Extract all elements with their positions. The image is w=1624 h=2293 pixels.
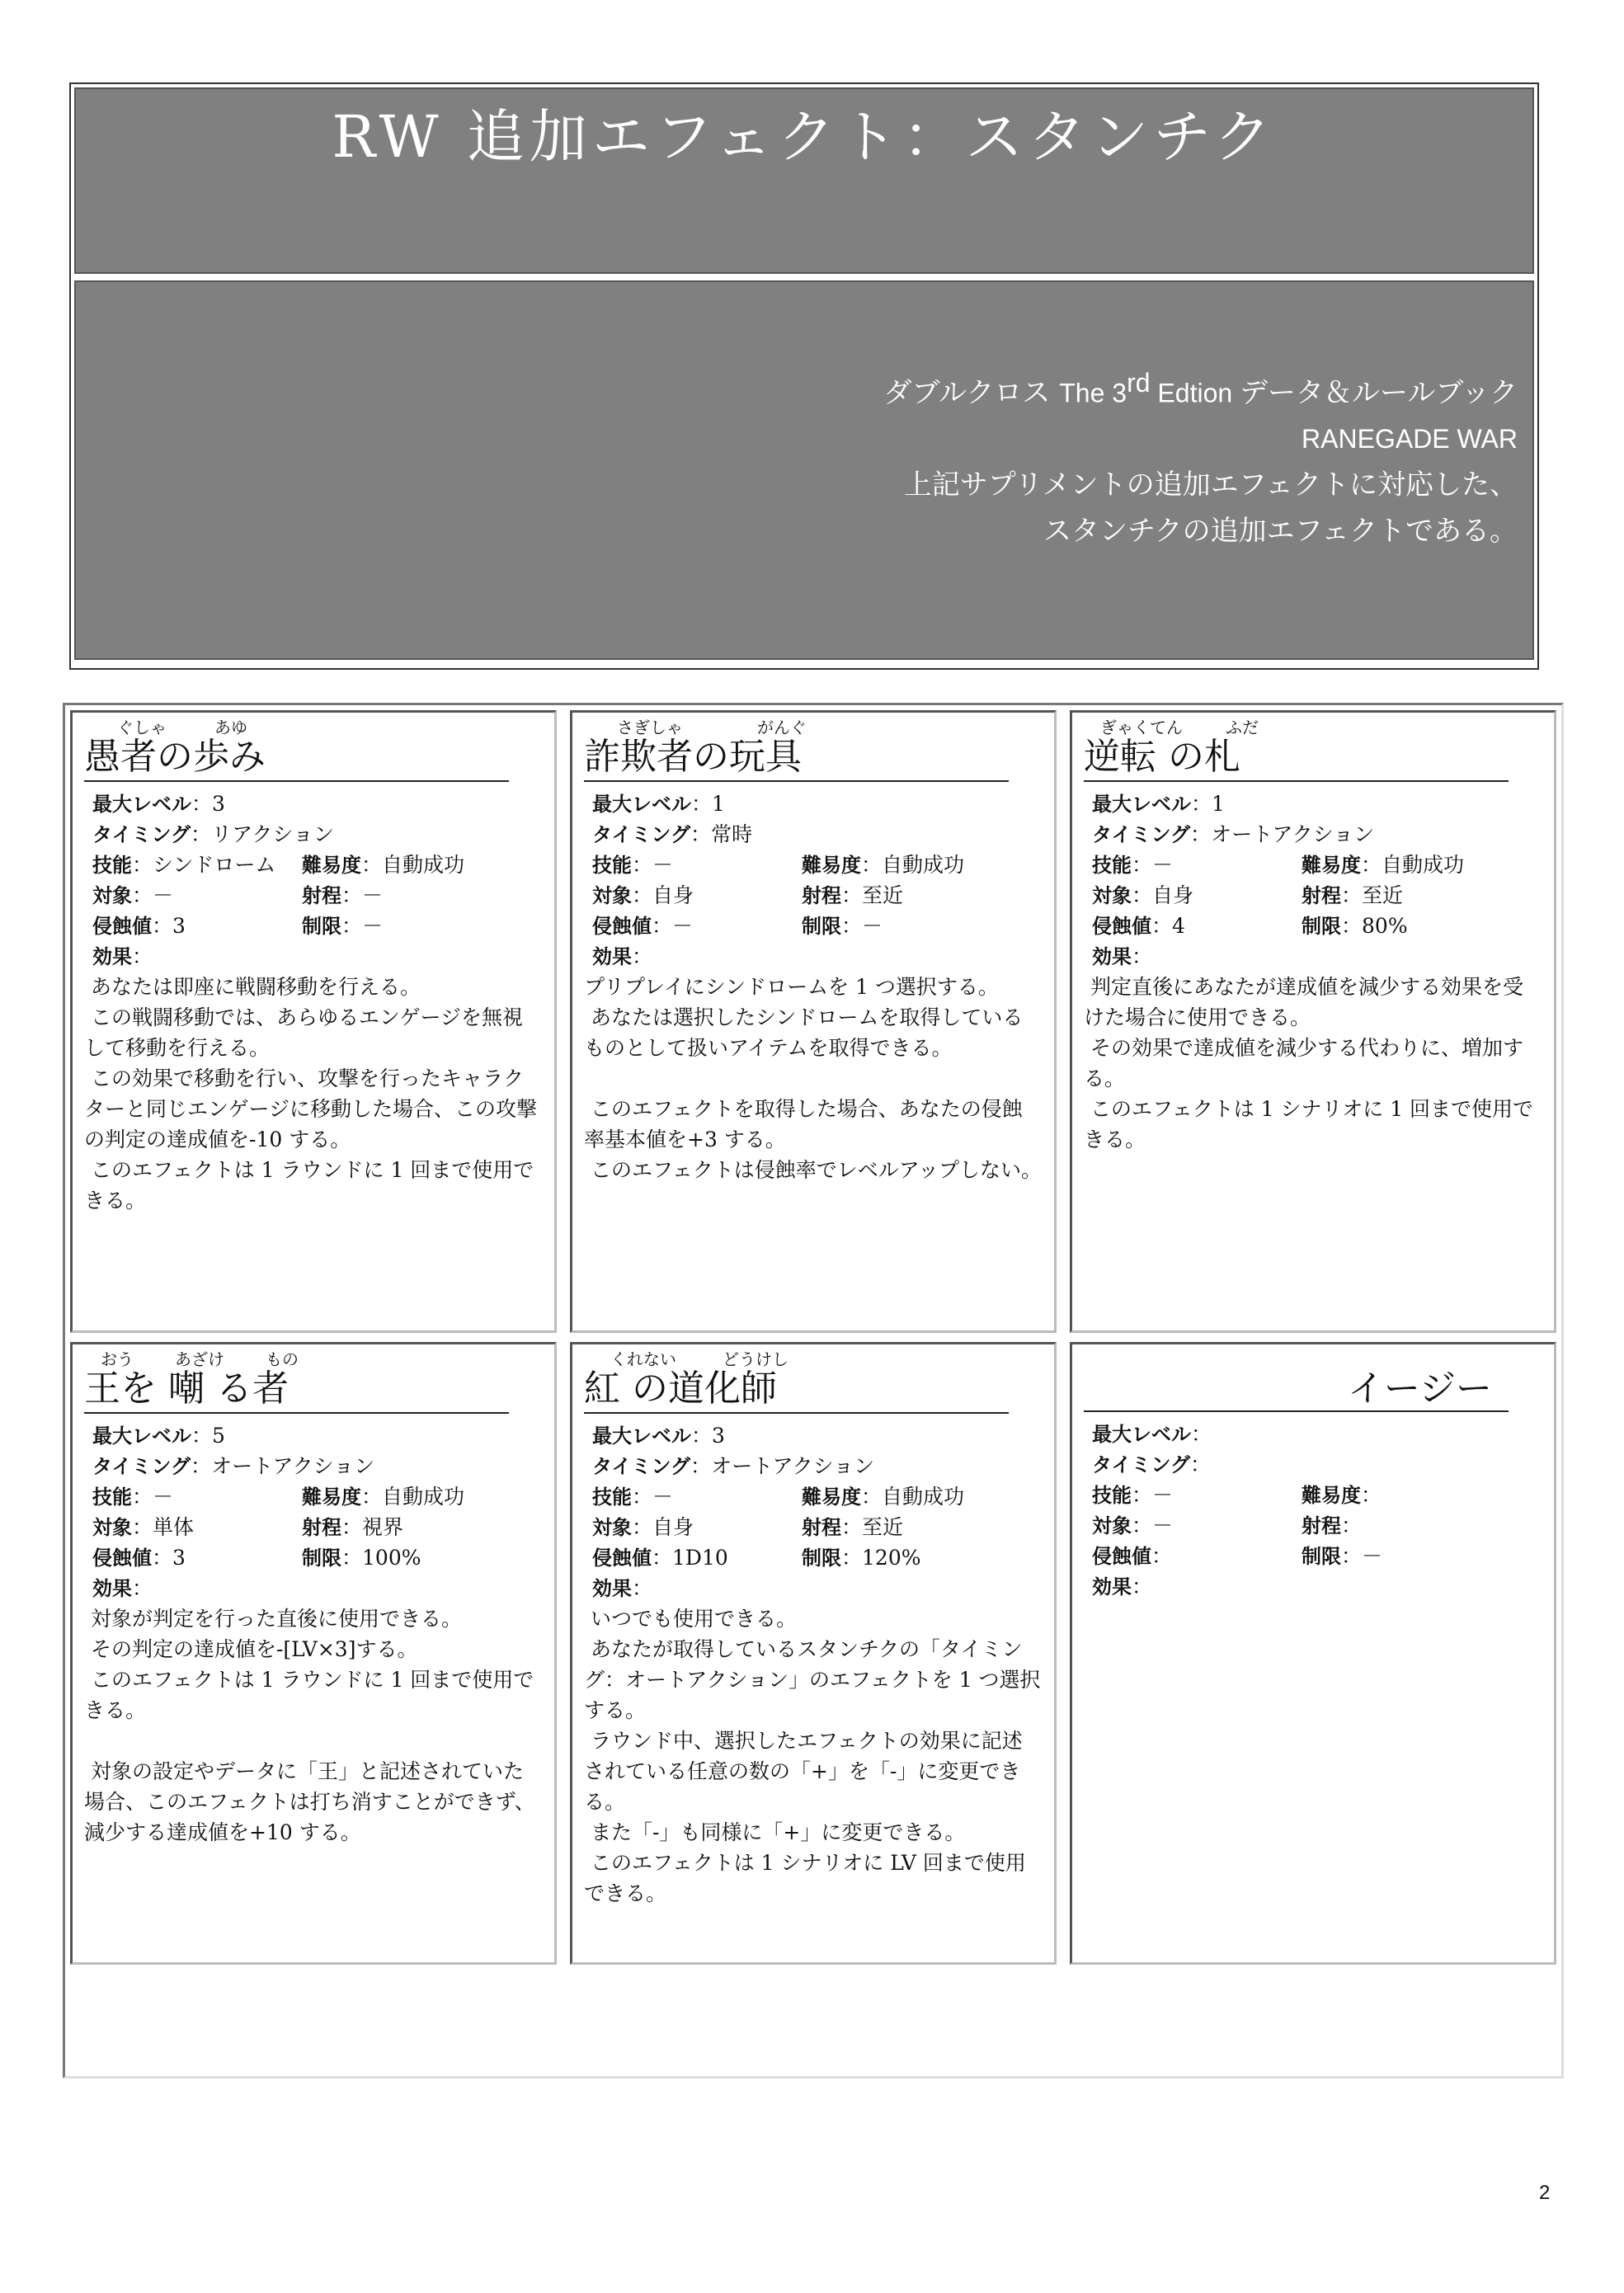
row-target: 対象：－ 射程：: [1092, 1514, 1363, 1537]
card-ruby: [584, 1346, 1043, 1368]
row-target: 対象：単体 射程：視界: [92, 1515, 404, 1539]
ruby-text: もの: [266, 1349, 299, 1369]
card-stats: [1084, 1419, 1542, 1602]
row-max-level: 最大レベル：1: [1092, 792, 1225, 816]
card-stats: [84, 1420, 543, 1603]
row-max-level: 最大レベル：3: [592, 1424, 725, 1448]
card-effect-text: いつでも使用できる。 あなたが取得しているスタンチクの「タイミング：オートアクション」のエフェクトを 1 つ選択する。 ラウンド中、選択したエフェクトの効果に記述されている任意の数の「+」を「-」に変更できる。 また「-」も同様に「+」に変更できる。 このエフェクトは 1 シナリオに LV 回まで使用できる。: [584, 1607, 1041, 1905]
header-box: [69, 82, 1539, 670]
row-skill: 技能：－ 難易度：自動成功: [592, 1485, 965, 1509]
row-effect-label: 効果：: [592, 944, 653, 968]
effect-card: [70, 710, 557, 1333]
card-effect-text: 対象が判定を行った直後に使用できる。 その判定の達成値を-[LV×3]する。 このエフェクトは 1 ラウンドに 1 回まで使用できる。 対象の設定やデータに「王」と記述されていた場合、このエフェクトは打ち消すことができず、減少する達成値を+10 する。: [84, 1607, 535, 1844]
row-target: 対象：自身 射程：至近: [592, 1515, 904, 1539]
row-skill: 技能：－ 難易度：自動成功: [1092, 853, 1465, 877]
row-effect-label: 効果：: [1092, 944, 1153, 968]
row-max-level: 最大レベル：5: [92, 1424, 225, 1448]
row-skill: 技能：－ 難易度：自動成功: [92, 1485, 465, 1509]
effect-card: [1070, 1342, 1556, 1965]
row-effect-label: 効果：: [1092, 1575, 1153, 1599]
intro-line-3: 上記サプリメントの追加エフェクトに対応した、: [903, 468, 1518, 502]
row-timing: タイミング：: [1092, 1453, 1212, 1476]
row-erosion: 侵蝕値：3 制限：100%: [92, 1546, 421, 1570]
card-stats: [84, 789, 543, 972]
row-effect-label: 効果：: [92, 944, 153, 968]
intro-text: [883, 360, 1518, 554]
title-panel: [74, 87, 1534, 274]
ruby-text: おう: [101, 1349, 134, 1369]
card-title: イージー: [1084, 1368, 1509, 1412]
card-title: 愚者の歩み: [84, 736, 509, 782]
card-ruby: [84, 1346, 543, 1368]
row-effect-label: 効果：: [92, 1576, 153, 1600]
card-stats: [584, 1420, 1043, 1603]
ruby-text: ぎゃくてん: [1100, 718, 1183, 737]
row-max-level: 最大レベル：3: [92, 792, 225, 816]
effect-card: [570, 1342, 1057, 1965]
card-ruby: [1084, 1346, 1542, 1368]
intro-line-1: ダブルクロス The 3rd Edtion データ＆ルールブック: [883, 368, 1518, 410]
row-timing: タイミング：リアクション: [92, 822, 334, 846]
card-ruby: [84, 714, 543, 736]
ruby-text: あゆ: [214, 718, 247, 737]
row-skill: 技能：シンドローム 難易度：自動成功: [92, 853, 465, 877]
card-title: 詐欺者の玩具: [584, 736, 1009, 782]
effect-card-grid: [63, 703, 1564, 2079]
ruby-text: がんぐ: [757, 718, 807, 737]
row-skill: 技能：－ 難易度：自動成功: [592, 853, 965, 877]
card-effect-text: 判定直後にあなたが達成値を減少する効果を受けた場合に使用できる。 その効果で達成値を減少する代わりに、増加する。 このエフェクトは 1 シナリオに 1 回まで使用できる。: [1084, 975, 1534, 1151]
row-erosion: 侵蝕値：－ 制限：－: [592, 914, 883, 938]
row-target: 対象：－ 射程：－: [92, 883, 384, 907]
row-target: 対象：自身 射程：至近: [592, 883, 904, 907]
ruby-text: くれない: [610, 1349, 676, 1369]
row-erosion: 侵蝕値： 制限：－: [1092, 1544, 1383, 1568]
row-erosion: 侵蝕値：4 制限：80%: [1092, 914, 1408, 938]
card-effect-text: プリプレイにシンドロームを 1 つ選択する。 あなたは選択したシンドロームを取得しているものとして扱いアイテムを取得できる。 このエフェクトを取得した場合、あなたの侵蝕率基本値を+3 する。 このエフェクトは侵蝕率でレベルアップしない。: [584, 975, 1042, 1182]
card-ruby: [584, 714, 1043, 736]
effect-card: [70, 1342, 557, 1965]
ruby-text: ぐしゃ: [117, 718, 167, 737]
card-ruby: [1084, 714, 1542, 736]
card-title: 紅 の道化師: [584, 1368, 1009, 1414]
row-effect-label: 効果：: [592, 1576, 653, 1600]
page-title: RW 追加エフェクト：スタンチク: [332, 103, 1277, 171]
card-stats: [584, 789, 1043, 972]
intro-panel: [74, 280, 1534, 660]
card-title: 逆転 の札: [1084, 736, 1509, 782]
page-number: 2: [1539, 2182, 1551, 2204]
ruby-text: どうけし: [723, 1349, 788, 1369]
card-effect-text: あなたは即座に戦闘移動を行える。 この戦闘移動では、あらゆるエンゲージを無視して移動を行える。 この効果で移動を行い、攻撃を行ったキャラクターと同じエンゲージに移動した場合、この攻撃の判定の達成値を-10 する。 このエフェクトは 1 ラウンドに 1 回まで使用できる。: [84, 975, 538, 1212]
row-target: 対象：自身 射程：至近: [1092, 883, 1404, 907]
ruby-text: ふだ: [1226, 718, 1259, 737]
row-max-level: 最大レベル：1: [592, 792, 725, 816]
card-stats: [1084, 789, 1542, 972]
ruby-text: さぎしゃ: [617, 718, 683, 737]
row-max-level: 最大レベル：: [1092, 1422, 1212, 1446]
effect-card: [1070, 710, 1556, 1333]
row-timing: タイミング：オートアクション: [1092, 822, 1375, 846]
intro-line-2: RANEGADE WAR: [1302, 424, 1518, 454]
row-skill: 技能：－ 難易度：: [1092, 1483, 1382, 1507]
intro-line-4: スタンチクの追加エフェクトである。: [1043, 515, 1518, 549]
row-erosion: 侵蝕値：1D10 制限：120%: [592, 1546, 921, 1570]
effect-card: [570, 710, 1057, 1333]
row-timing: タイミング：オートアクション: [92, 1454, 375, 1478]
card-title: 王を 嘲 る者: [84, 1368, 509, 1414]
ruby-text: あざけ: [175, 1349, 224, 1369]
row-timing: タイミング：常時: [592, 822, 753, 846]
row-erosion: 侵蝕値：3 制限：－: [92, 914, 384, 938]
row-timing: タイミング：オートアクション: [592, 1454, 875, 1478]
